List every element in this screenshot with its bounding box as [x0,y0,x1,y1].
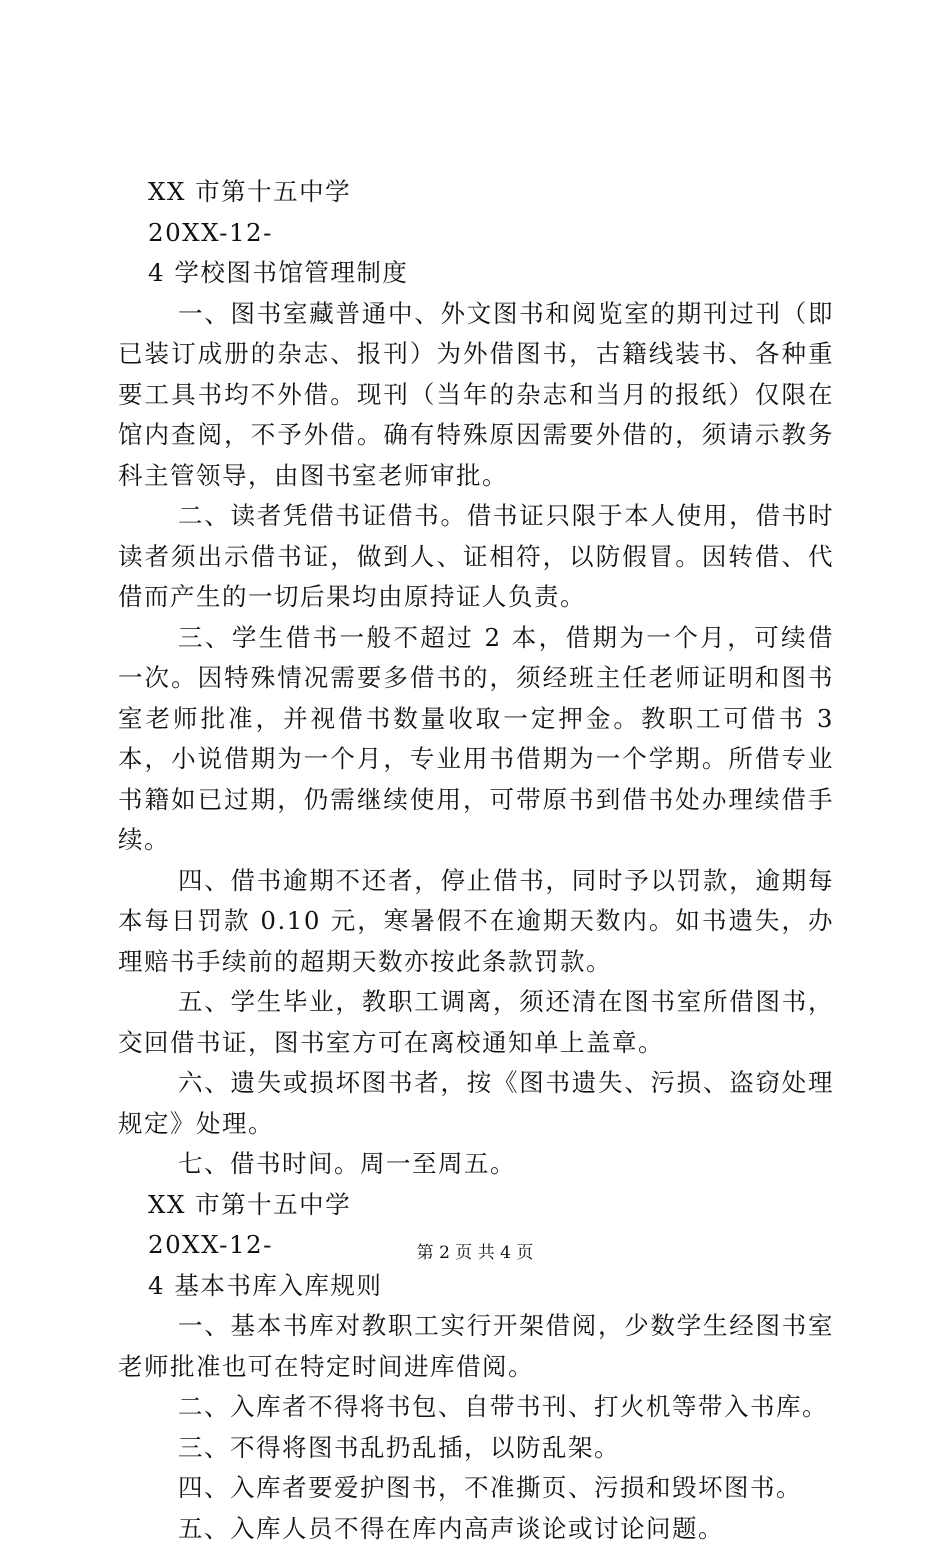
paragraph: 五、学生毕业，教职工调离，须还清在图书室所借图书，交回借书证，图书室方可在离校通知单上盖章。 [118,982,834,1063]
paragraph: 三、学生借书一般不超过 2 本，借期为一个月，可续借一次。因特殊情况需要多借书的，须经班主任老师证明和图书室老师批准，并视借书数量收取一定押金。教职工可借书 3 本，小说借期为一个月，专业用书借期为一个学期。所借专业书籍如已过期，仍需继续使用，可带原书到借书处办理续借手续。 [118,618,834,861]
document-date: 20XX-12- [118,213,834,254]
paragraph: 四、借书逾期不还者，停止借书，同时予以罚款，逾期每本每日罚款 0.10 元，寒暑假不在逾期天数内。如书遗失，办理赔书手续前的超期天数亦按此条款罚款。 [118,861,834,983]
section-title: 4 基本书库入库规则 [118,1266,834,1307]
document-date: 20XX-12- [118,1225,834,1266]
paragraph: 一、图书室藏普通中、外文图书和阅览室的期刊过刊（即已装订成册的杂志、报刊）为外借图书，古籍线装书、各种重要工具书均不外借。现刊（当年的杂志和当月的报纸）仅限在馆内查阅，不予外借。确有特殊原因需要外借的，须请示教务科主管领导，由图书室老师审批。 [118,294,834,497]
school-name: XX 市第十五中学 [118,172,834,213]
school-name: XX 市第十五中学 [118,1185,834,1226]
paragraph: 一、基本书库对教职工实行开架借阅，少数学生经图书室老师批准也可在特定时间进库借阅。 [118,1306,834,1387]
paragraph: 五、入库人员不得在库内高声谈论或讨论问题。 [118,1509,834,1549]
page-footer [0,1241,950,1265]
page-number: 第 2 页 共 4 页 [417,1243,534,1263]
paragraph: 二、入库者不得将书包、自带书刊、打火机等带入书库。 [118,1387,834,1428]
paragraph: 二、读者凭借书证借书。借书证只限于本人使用，借书时读者须出示借书证，做到人、证相符，以防假冒。因转借、代借而产生的一切后果均由原持证人负责。 [118,496,834,618]
document-body [118,172,834,1549]
paragraph: 四、入库者要爱护图书，不准撕页、污损和毁坏图书。 [118,1468,834,1509]
paragraph: 六、遗失或损坏图书者，按《图书遗失、污损、盗窃处理规定》处理。 [118,1063,834,1144]
paragraph: 七、借书时间。周一至周五。 [118,1144,834,1185]
paragraph: 三、不得将图书乱扔乱插，以防乱架。 [118,1428,834,1469]
section-title: 4 学校图书馆管理制度 [118,253,834,294]
